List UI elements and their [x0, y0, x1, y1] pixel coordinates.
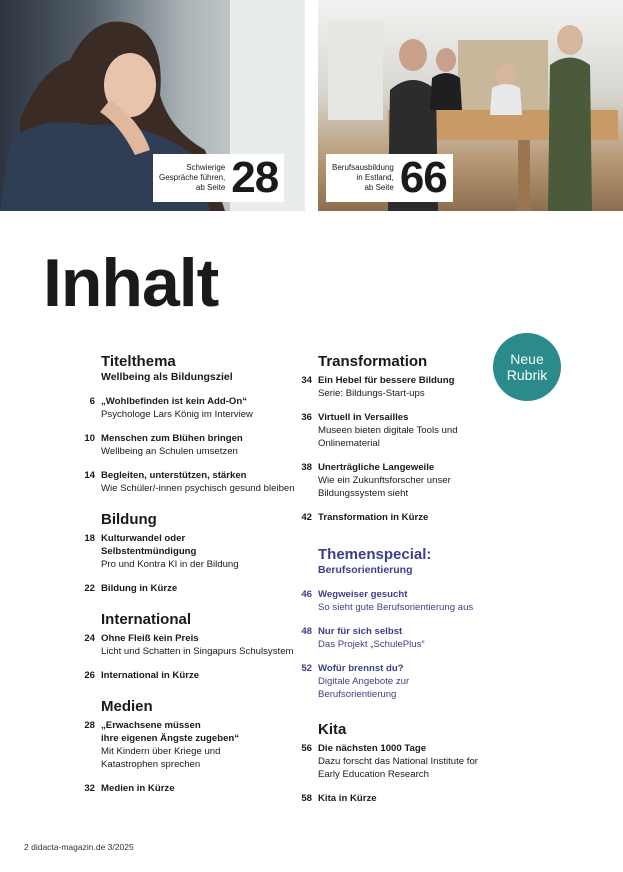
toc-entry-title: Kita in Kürze [318, 793, 377, 804]
callout-right-caption: Berufsausbildung in Estland, ab Seite [332, 163, 394, 192]
section-heading: Medien [101, 698, 153, 715]
toc-page-number: 28 [84, 720, 95, 731]
toc-entry[interactable] [64, 432, 311, 458]
toc-entry[interactable] [64, 395, 311, 421]
toc-entry-title: Die nächsten 1000 Tage [318, 743, 427, 754]
toc-entry-title: Wofür brennst du? [318, 663, 404, 674]
toc-entry-desc: Pro und Kontra KI in der Bildung [101, 559, 239, 570]
page-title: Inhalt [43, 245, 219, 321]
toc-page-number: 52 [301, 663, 312, 674]
section-themenspecial [301, 546, 518, 701]
toc-entry[interactable] [281, 588, 518, 614]
toc-page-number: 48 [301, 626, 312, 637]
toc-entry[interactable] [281, 792, 518, 805]
toc-entry[interactable] [64, 582, 311, 595]
toc-entry-title: Medien in Kürze [101, 783, 175, 794]
toc-page-number: 18 [84, 533, 95, 544]
new-section-badge-label: Neue Rubrik [506, 351, 548, 383]
toc-entry-title: Bildung in Kürze [101, 583, 178, 594]
toc-left-column [84, 353, 311, 811]
toc-entry-desc: Mit Kindern über Kriege und Katastrophen sprechen [101, 746, 221, 770]
section-heading: International [101, 611, 192, 628]
toc-entry-title: Kulturwandel oder Selbstentmündigung [101, 533, 197, 557]
toc-entry-desc: Museen bieten digitale Tools und Onlinematerial [318, 425, 458, 449]
toc-page-number: 58 [301, 793, 312, 804]
toc-page-number: 46 [301, 589, 312, 600]
toc-entry[interactable] [281, 625, 518, 651]
toc-entry-title: Nur für sich selbst [318, 626, 403, 637]
toc-entry[interactable] [64, 469, 311, 495]
toc-entry-desc: Licht und Schatten in Singapurs Schulsystem [101, 646, 294, 657]
toc-entry-desc: Wellbeing an Schulen umsetzen [101, 446, 238, 457]
toc-entry-title: Ohne Fleiß kein Preis [101, 633, 199, 644]
toc-entry[interactable] [64, 532, 311, 571]
toc-entry[interactable] [281, 411, 518, 450]
section-transformation [301, 353, 518, 524]
footer-page-number: 2 [24, 842, 29, 852]
page-footer [24, 842, 134, 852]
toc-entry-title: Ein Hebel für bessere Bildung [318, 375, 455, 386]
section-heading: Bildung [101, 511, 157, 528]
toc-entry-title: Transformation in Kürze [318, 512, 429, 523]
toc-entry-desc: Dazu forscht das National Institute for Early Education Research [318, 756, 478, 780]
section-medien [84, 698, 311, 795]
footer-site[interactable]: didacta-magazin.de [31, 842, 106, 852]
toc-page-number: 38 [301, 462, 312, 473]
toc-entry[interactable] [281, 742, 518, 781]
toc-entry[interactable] [281, 511, 518, 524]
toc-entry-desc: Psychologe Lars König im Interview [101, 409, 253, 420]
section-titelthema [84, 353, 311, 495]
toc-entry[interactable] [281, 662, 518, 701]
section-heading: Titelthema [101, 353, 176, 370]
section-subheading: Berufsorientierung [318, 564, 413, 576]
toc-page-number: 42 [301, 512, 312, 523]
toc-entry-desc: Wie Schüler/-innen psychisch gesund bleiben [101, 483, 295, 494]
footer-issue: 3/2025 [107, 842, 134, 852]
toc-page-number: 6 [89, 396, 95, 407]
toc-page-number: 32 [84, 783, 95, 794]
callout-right-page[interactable]: 66 [399, 153, 447, 202]
section-subheading: Wellbeing als Bildungsziel [101, 371, 233, 383]
toc-entry-desc: Wie ein Zukunftsforscher unser Bildungssystem sieht [318, 475, 451, 499]
toc-page-number: 22 [84, 583, 95, 594]
callout-left-caption: Schwierige Gespräche führen, ab Seite [159, 163, 226, 192]
toc-entry-title: Unerträgliche Langeweile [318, 462, 435, 473]
toc-right-column [301, 353, 518, 821]
toc-entry-title: Virtuell in Versailles [318, 412, 409, 423]
callout-left [153, 154, 284, 202]
toc-entry-title: Menschen zum Blühen bringen [101, 433, 243, 444]
toc-page-number: 34 [301, 375, 312, 386]
toc-entry-title: „Erwachsene müssen ihre eigenen Ängste zugeben“ [101, 720, 240, 744]
toc-page-number: 36 [301, 412, 312, 423]
toc-entry-title: Begleiten, unterstützen, stärken [101, 470, 247, 481]
toc-entry-desc: Serie: Bildungs-Start-ups [318, 388, 425, 399]
toc-entry[interactable] [64, 719, 311, 771]
callout-right [326, 154, 453, 202]
toc-page-number: 56 [301, 743, 312, 754]
section-heading: Themenspecial: [318, 546, 432, 563]
section-kita [301, 721, 518, 805]
toc-page-number: 26 [84, 670, 95, 681]
toc-entry[interactable] [281, 374, 518, 400]
toc-entry-title: „Wohlbefinden ist kein Add-On“ [101, 396, 248, 407]
toc-entry-title: Wegweiser gesucht [318, 589, 408, 600]
toc-entry[interactable] [64, 669, 311, 682]
section-international [84, 611, 311, 682]
toc-page-number: 14 [84, 470, 95, 481]
toc-entry-title: International in Kürze [101, 670, 200, 681]
toc-entry[interactable] [64, 782, 311, 795]
section-heading: Transformation [318, 353, 428, 370]
toc-entry[interactable] [281, 461, 518, 500]
toc-entry-desc: Digitale Angebote zur Berufsorientierung [318, 676, 410, 700]
toc-page-number: 10 [84, 433, 95, 444]
callout-left-page[interactable]: 28 [231, 153, 279, 202]
section-bildung [84, 511, 311, 595]
toc-entry-desc: Das Projekt „SchulePlus“ [318, 639, 425, 650]
section-heading: Kita [318, 721, 347, 738]
toc-page-number: 24 [84, 633, 95, 644]
toc-entry-desc: So sieht gute Berufsorientierung aus [318, 602, 474, 613]
toc-entry[interactable] [64, 632, 311, 658]
